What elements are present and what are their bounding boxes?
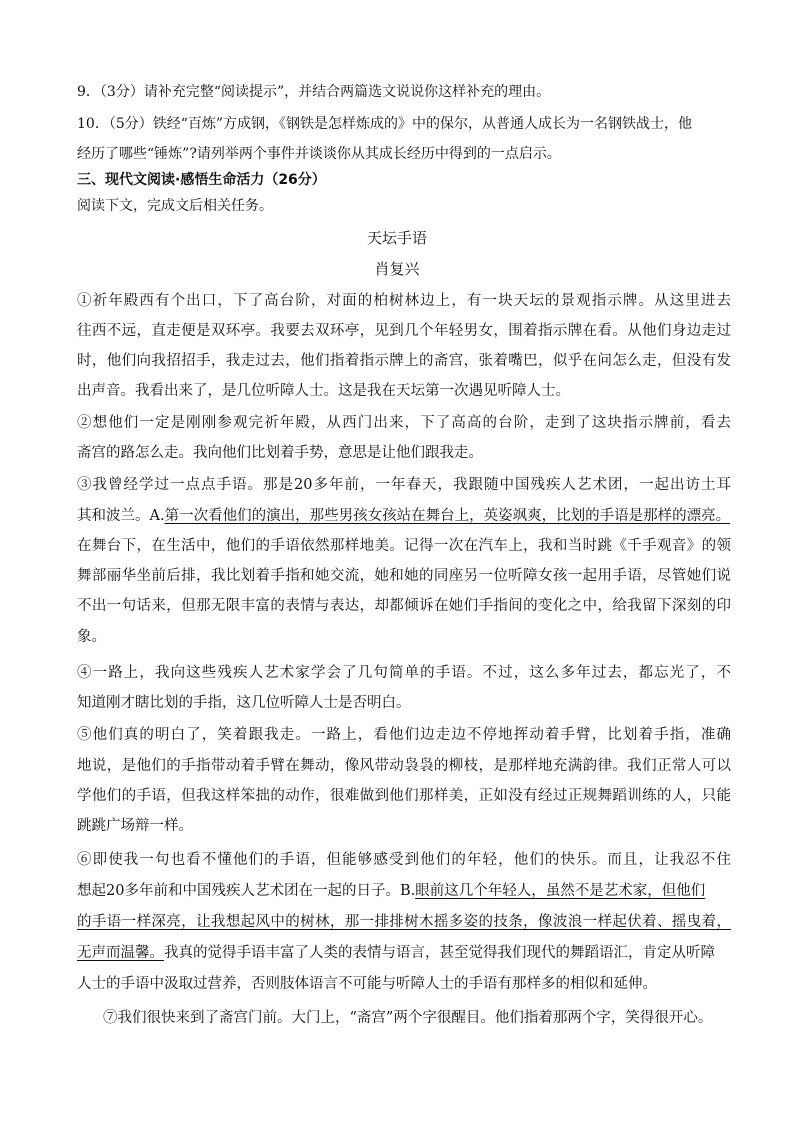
underlined-sentence-a: 第一次看他们的演出，那些男孩女孩站在舞台上，英姿飒爽，比划的手语是那样的漂亮。 <box>164 508 731 524</box>
underlined-sentence-b-part2: 的手语一样深亮，让我想起风中的树林，那一排排树木摇多姿的技条，像波浪一样起伏着、摇曳着， <box>77 914 731 930</box>
p5-line4: 跳跳广场辩一样。 <box>77 818 193 834</box>
p1-line2: 往西不远，直走便是双环亭。我要去双环亭，见到几个年轻男女，围着指示牌在看。从他们身边走过 <box>77 323 731 339</box>
p5-line1: ⑤他们真的明白了，笑着跟我走。一路上，看他们边走边不停地挥动着手臂，比划着手指，准确 <box>77 727 731 743</box>
question-10-line1: 10．（5分）铁经“百炼”方成钢，《钢铁是怎样炼成的》中的保尔，从普通人成长为一名钢铁战士，他 <box>77 116 693 132</box>
p5-line3: 学他们的手语，但我这样笨拙的动作，很难做到他们那样美，正如没有经过正规舞蹈训练的人，只能 <box>77 788 731 804</box>
p3-line2-plain: 其和波兰。A. <box>77 508 165 524</box>
underlined-sentence-b-part1: 眼前这几个年轻人，虽然不是艺术家，但他们 <box>415 883 706 899</box>
p1-line4: 出声音。我看出来了，是几位听障人士。这是我在天坛第一次遇见听障人士。 <box>77 383 570 399</box>
article-author: 肖复兴 <box>374 260 420 278</box>
section-title: 三、现代文阅读·感悟生命活力（26分） <box>77 172 326 188</box>
p2-line1: ②想他们一定是刚刚参观完祈年殿，从西门出来，下了高高的台阶，走到了这块指示牌前，看去 <box>77 415 731 431</box>
p6-line1: ⑥即使我一句也看不懂他们的手语，但能够感受到他们的年轻，他们的快乐。而且，让我忍不住 <box>77 852 731 868</box>
p3-line2 <box>77 506 731 526</box>
p6-line5: 人士的手语中汲取过营养，否则肢体语言不可能与听障人士的手语有那样多的相似和延伸。 <box>77 976 657 992</box>
p3-line6: 象。 <box>77 629 106 645</box>
p6-line2-plain: 想起20多年前和中国残疾人艺术团在一起的日子。B. <box>77 883 416 899</box>
p1-line3: 时，他们向我招招手，我走过去，他们指着指示牌上的斋宫，张着嘴巴，似乎在问怎么走，但没有发 <box>77 353 731 369</box>
p2-line2: 斋宫的路怎么走。我向他们比划着手势，意思是让他们跟我走。 <box>77 445 483 461</box>
section-instruction: 阅读下文，完成文后相关任务。 <box>77 198 273 214</box>
p4-line1: ④一路上，我向这些残疾人艺术家学会了几句简单的手语。不过，这么多年过去，都忘光了，不 <box>77 665 731 681</box>
p3-line5: 不出一句话来，但那无限丰富的表情与表达，却都倾诉在她们手指间的变化之中，给我留下深刻的印 <box>77 598 731 614</box>
p3-line4: 舞部丽华坐前后排，我比划着手指和她交流，她和她的同座另一位听障女孩一起用手语，尽管她们说 <box>77 568 731 584</box>
p1-line1: ①祈年殿西有个出口，下了高台阶，对面的柏树林边上，有一块天坛的景观指示牌。从这里进去 <box>77 293 731 309</box>
article-title: 天坛手语 <box>366 229 427 247</box>
question-9: 9．（3分）请补充完整“阅读提示”，并结合两篇选文说说你这样补充的理由。 <box>77 84 551 100</box>
p6-line4-plain: 我真的觉得手语丰富了人类的表情与语言，甚至觉得我们现代的舞蹈语汇，肯定从听障 <box>164 945 715 961</box>
p7-line1: ⑦我们很快来到了斋宫门前。大门上，“斋宫”两个字很醒目。他们指着那两个字，笑得很开心。 <box>103 1010 713 1026</box>
question-10-line2: 经历了哪些“锤炼”?请列举两个事件并谈谈你从其成长经历中得到的一点启示。 <box>77 146 561 162</box>
p6-line2 <box>77 881 731 901</box>
p5-line2: 地说，是他们的手指带动着手臂在舞动，像风带动袅袅的柳枝，是那样地充满韵律。我们正常人可以 <box>77 758 731 774</box>
p3-line1: ③我曾经学过一点点手语。那是20多年前，一年春天，我跟随中国残疾人艺术团，一起出访土耳 <box>77 477 731 493</box>
p6-line4 <box>77 943 731 963</box>
underlined-sentence-b-part3: 无声而温馨。 <box>77 945 164 961</box>
p4-line2: 知道刚才瞎比划的手指，这几位听障人士是否明白。 <box>77 695 411 711</box>
p3-line3: 在舞台下，在生活中，他们的手语依然那样地美。记得一次在汽车上，我和当时跳《千手观音》的领 <box>77 538 731 554</box>
